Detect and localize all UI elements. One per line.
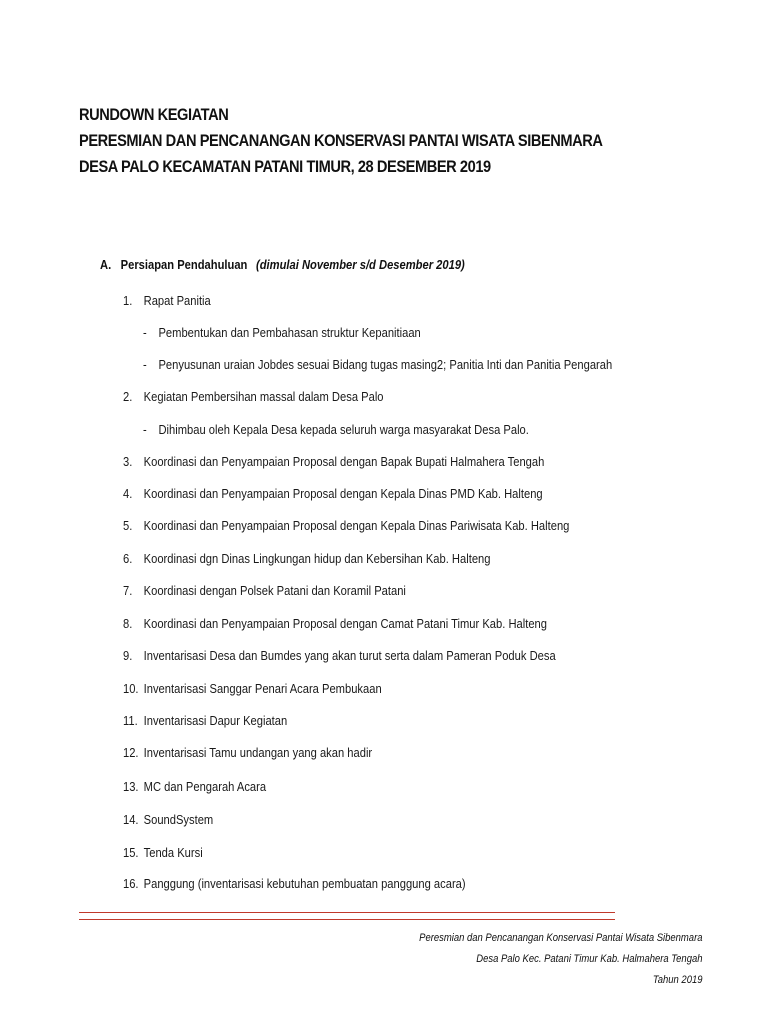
item-text: Inventarisasi Sanggar Penari Acara Pembukaan	[143, 681, 382, 696]
section-letter: A.	[100, 257, 112, 272]
list-subitem	[143, 357, 612, 372]
list-item	[123, 293, 211, 308]
list-item	[123, 583, 406, 598]
item-number: 9.	[123, 648, 133, 663]
item-text: Koordinasi dgn Dinas Lingkungan hidup dan Kebersihan Kab. Halteng	[143, 551, 491, 566]
item-text: Tenda Kursi	[143, 845, 203, 860]
item-number: 1.	[123, 293, 133, 308]
item-text: Inventarisasi Dapur Kegiatan	[143, 713, 288, 728]
list-item	[123, 454, 544, 469]
list-item	[123, 845, 203, 860]
list-item	[123, 876, 466, 891]
item-text: Koordinasi dengan Polsek Patani dan Koramil Patani	[143, 583, 406, 598]
list-item	[123, 486, 543, 501]
item-bullet: -	[143, 357, 147, 372]
list-item	[123, 616, 547, 631]
list-subitem	[143, 325, 421, 340]
item-bullet: -	[143, 325, 147, 340]
item-text: Penyusunan uraian Jobdes sesuai Bidang tugas masing2; Panitia Inti dan Panitia Pengarah	[158, 357, 613, 372]
item-text: Koordinasi dan Penyampaian Proposal dengan Kepala Dinas PMD Kab. Halteng	[143, 486, 543, 501]
list-item	[123, 779, 266, 794]
item-number: 10.	[123, 681, 139, 696]
item-text: SoundSystem	[143, 812, 214, 827]
item-text: Dihimbau oleh Kepala Desa kepada seluruh warga masyarakat Desa Palo.	[158, 422, 529, 437]
title-line-2: PERESMIAN DAN PENCANANGAN KONSERVASI PANTAI WISATA SIBENMARA	[79, 131, 603, 150]
item-text: Koordinasi dan Penyampaian Proposal dengan Kepala Dinas Pariwisata Kab. Halteng	[143, 518, 570, 533]
list-item	[123, 745, 372, 760]
page-footer	[373, 928, 702, 991]
item-text: Pembentukan dan Pembahasan struktur Kepanitiaan	[158, 325, 421, 340]
title-line-3: DESA PALO KECAMATAN PATANI TIMUR, 28 DESEMBER 2019	[79, 157, 491, 176]
item-number: 5.	[123, 518, 133, 533]
list-item	[123, 389, 384, 404]
item-bullet: -	[143, 422, 147, 437]
item-number: 15.	[123, 845, 139, 860]
item-number: 16.	[123, 876, 139, 891]
list-item	[123, 551, 490, 566]
list-item	[123, 812, 213, 827]
list-item	[123, 681, 382, 696]
item-text: Rapat Panitia	[143, 293, 211, 308]
list-item	[123, 713, 287, 728]
title-line-1: RUNDOWN KEGIATAN	[79, 105, 229, 124]
item-text: Inventarisasi Tamu undangan yang akan hadir	[143, 745, 373, 760]
item-number: 7.	[123, 583, 133, 598]
item-number: 12.	[123, 745, 139, 760]
item-number: 6.	[123, 551, 133, 566]
item-text: MC dan Pengarah Acara	[143, 779, 267, 794]
item-number: 3.	[123, 454, 133, 469]
footer-line-3: Tahun 2019	[652, 974, 702, 986]
item-text: Koordinasi dan Penyampaian Proposal dengan Camat Patani Timur Kab. Halteng	[143, 616, 547, 631]
footer-divider	[79, 912, 615, 920]
document-title	[79, 102, 699, 180]
item-number: 11.	[123, 713, 138, 728]
list-subitem	[143, 422, 529, 437]
item-number: 2.	[123, 389, 133, 404]
section-subheading: (dimulai November s/d Desember 2019)	[255, 257, 465, 272]
item-text: Panggung (inventarisasi kebutuhan pembuatan panggung acara)	[143, 876, 466, 891]
item-text: Kegiatan Pembersihan massal dalam Desa Palo	[143, 389, 384, 404]
item-text: Koordinasi dan Penyampaian Proposal dengan Bapak Bupati Halmahera Tengah	[143, 454, 545, 469]
item-number: 4.	[123, 486, 133, 501]
item-number: 14.	[123, 812, 139, 827]
section-heading-text: Persiapan Pendahuluan	[120, 257, 248, 272]
item-text: Inventarisasi Desa dan Bumdes yang akan turut serta dalam Pameran Poduk Desa	[143, 648, 556, 663]
footer-line-1: Peresmian dan Pencanangan Konservasi Pantai Wisata Sibenmara	[418, 932, 702, 944]
list-item	[123, 648, 556, 663]
item-number: 8.	[123, 616, 133, 631]
footer-line-2: Desa Palo Kec. Patani Timur Kab. Halmahera Tengah	[475, 953, 702, 965]
list-item	[123, 518, 569, 533]
item-number: 13.	[123, 779, 139, 794]
section-a-heading	[100, 257, 465, 272]
